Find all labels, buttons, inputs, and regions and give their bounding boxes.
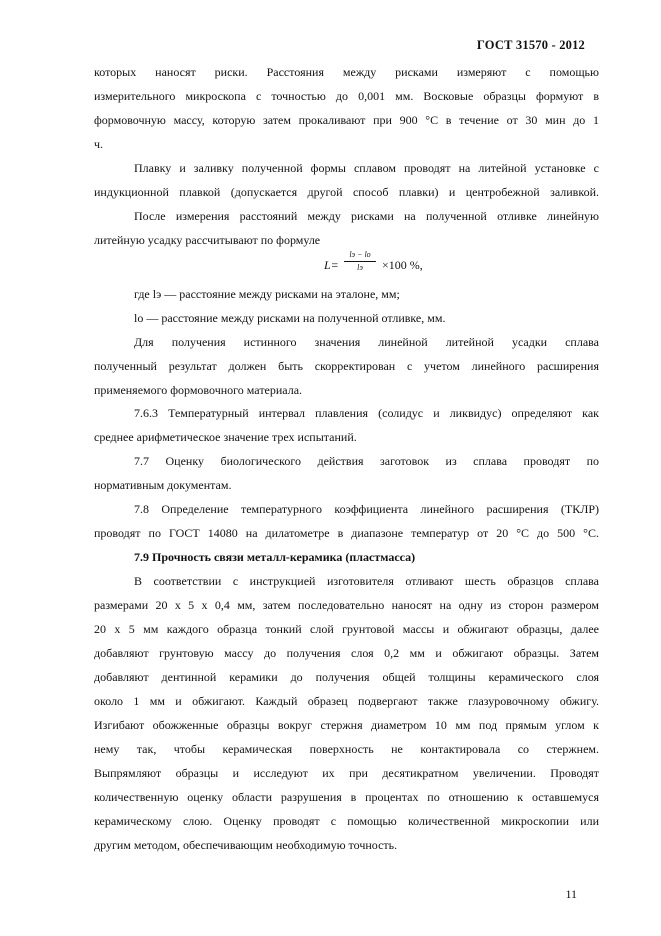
formula-lhs: L=	[324, 258, 339, 272]
text-line: 20 х 5 мм каждого образца тонкий слой грунтовой массы и обжигают образцы, далее	[94, 622, 599, 636]
text-line: Выпрямляют образцы и исследуют их при десятикратном увеличении. Проводят	[94, 766, 599, 780]
text-line: около 1 мм и обжигают. Каждый образец подвергают также глазуровочному обжигу.	[94, 694, 599, 708]
text-line: После измерения расстояний между рисками на полученной отливке линейную	[134, 209, 599, 223]
text-line: 7.8 Определение температурного коэффициента линейного расширения (ТКЛР)	[134, 502, 599, 516]
text-line: В соответствии с инструкцией изготовителя отливают шесть образцов сплава	[134, 574, 599, 588]
text-line: полученный результат должен быть скорректирован с учетом линейного расширения	[94, 359, 599, 373]
text-line: где lэ — расстояние между рисками на эталоне, мм;	[134, 287, 400, 301]
formula-rhs: ×100 %,	[382, 258, 423, 272]
formula-fraction	[344, 249, 376, 274]
page-number: 11	[565, 887, 577, 901]
text-line: Для получения истинного значения линейной литейной усадки сплава	[134, 335, 599, 349]
document-header: ГОСТ 31570 - 2012	[476, 38, 585, 52]
text-line: Изгибают обожженные образцы вокруг стержня диаметром 10 мм под прямым углом к	[94, 718, 599, 732]
text-line: нему так, чтобы керамическая поверхность не контактировала со стержнем.	[94, 742, 599, 756]
text-line: применяемого формовочного материала.	[94, 383, 303, 397]
shrinkage-formula	[324, 249, 454, 279]
text-line: количественную оценку области разрушения в процентах по отношению к оставшемуся	[94, 790, 599, 804]
text-line: индукционной плавкой (допускается другой способ плавки) и центробежной заливкой.	[94, 185, 599, 199]
text-line: размерами 20 х 5 х 0,4 мм, затем последовательно наносят на одну из сторон размером	[94, 598, 599, 612]
section-heading: 7.9 Прочность связи металл-керамика (пластмасса)	[134, 550, 416, 564]
text-line: нормативным документам.	[94, 478, 232, 492]
text-line: керамическому слою. Оценку проводят с помощью количественной микроскопии или	[94, 814, 599, 828]
text-line: Плавку и заливку полученной формы сплавом проводят на литейной установке с	[134, 161, 599, 175]
text-line: литейную усадку рассчитывают по формуле	[94, 233, 321, 247]
text-line: 7.6.3 Температурный интервал плавления (солидус и ликвидус) определяют как	[134, 406, 599, 420]
text-line: ч.	[94, 137, 104, 151]
formula-denominator: lэ	[357, 263, 363, 272]
text-line: формовочную массу, которую затем прокаливают при 900 °С в течение от 30 мин до 1	[94, 113, 599, 127]
text-line: проводят по ГОСТ 14080 на дилатометре в диапазоне температур от 20 °С до 500 °С.	[94, 526, 599, 540]
text-line: добавляют дентинной керамики до получения общей толщины керамического слоя	[94, 670, 599, 684]
text-line: среднее арифметическое значение трех испытаний.	[94, 430, 357, 444]
text-line: lо — расстояние между рисками на полученной отливке, мм.	[134, 311, 446, 325]
text-line: 7.7 Оценку биологического действия заготовок из сплава проводят по	[134, 454, 599, 468]
formula-numerator: lэ − lо	[344, 249, 376, 262]
text-line: которых наносят риски. Расстояния между рисками измеряют с помощью	[94, 65, 599, 79]
text-line: другим методом, обеспечивающим необходимую точность.	[94, 838, 398, 852]
text-line: измерительного микроскопа с точностью до 0,001 мм. Восковые образцы формуют в	[94, 89, 599, 103]
text-line: добавляют грунтовую массу до получения слоя 0,2 мм и обжигают образцы. Затем	[94, 646, 599, 660]
